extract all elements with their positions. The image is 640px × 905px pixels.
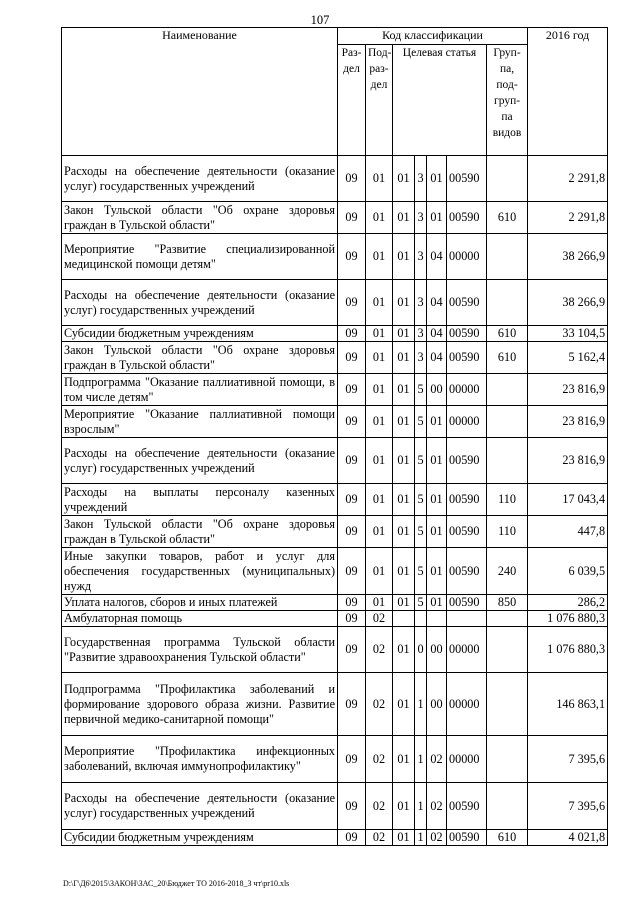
cell-t2: 3 bbox=[415, 342, 427, 374]
cell-amount: 7 395,6 bbox=[528, 783, 608, 830]
cell-vr: 610 bbox=[487, 202, 528, 234]
cell-name: Уплата налогов, сборов и иных платежей bbox=[62, 595, 338, 611]
cell-name: Мероприятие "Профилактика инфекционных заболеваний, включая иммунопрофилактику" bbox=[62, 736, 338, 783]
cell-t2: 5 bbox=[415, 374, 427, 406]
cell-vr: 610 bbox=[487, 342, 528, 374]
cell-t1: 01 bbox=[393, 234, 415, 280]
cell-pr: 01 bbox=[366, 326, 393, 342]
cell-rz: 09 bbox=[338, 280, 366, 326]
cell-vr: 610 bbox=[487, 326, 528, 342]
cell-t4: 00000 bbox=[447, 374, 487, 406]
cell-name: Расходы на обеспечение деятельности (оказание услуг) государственных учреждений bbox=[62, 156, 338, 202]
cell-vr: 240 bbox=[487, 548, 528, 595]
cell-rz: 09 bbox=[338, 611, 366, 627]
cell-vr bbox=[487, 406, 528, 438]
cell-vr bbox=[487, 156, 528, 202]
cell-amount: 447,8 bbox=[528, 516, 608, 548]
cell-pr: 02 bbox=[366, 611, 393, 627]
cell-vr bbox=[487, 783, 528, 830]
cell-vr: 850 bbox=[487, 595, 528, 611]
cell-name: Расходы на обеспечение деятельности (оказание услуг) государственных учреждений bbox=[62, 783, 338, 830]
cell-t3: 01 bbox=[427, 406, 447, 438]
cell-vr bbox=[487, 438, 528, 484]
cell-vr: 610 bbox=[487, 830, 528, 846]
table-row bbox=[62, 830, 608, 846]
cell-rz: 09 bbox=[338, 673, 366, 736]
header-podrazdel: Под-раз-дел bbox=[366, 45, 393, 156]
cell-pr: 02 bbox=[366, 783, 393, 830]
cell-amount: 2 291,8 bbox=[528, 202, 608, 234]
table-row bbox=[62, 156, 608, 202]
cell-pr: 01 bbox=[366, 438, 393, 484]
cell-vr bbox=[487, 234, 528, 280]
cell-t1: 01 bbox=[393, 627, 415, 673]
table-row bbox=[62, 374, 608, 406]
cell-amount: 23 816,9 bbox=[528, 438, 608, 484]
cell-t3: 04 bbox=[427, 342, 447, 374]
cell-t2: 5 bbox=[415, 438, 427, 484]
cell-amount: 33 104,5 bbox=[528, 326, 608, 342]
cell-pr: 01 bbox=[366, 342, 393, 374]
cell-t3: 04 bbox=[427, 234, 447, 280]
cell-amount: 2 291,8 bbox=[528, 156, 608, 202]
cell-t3 bbox=[427, 611, 447, 627]
cell-t1 bbox=[393, 611, 415, 627]
cell-t2: 5 bbox=[415, 484, 427, 516]
cell-name: Закон Тульской области "Об охране здоровья граждан в Тульской области" bbox=[62, 516, 338, 548]
cell-name: Расходы на обеспечение деятельности (оказание услуг) государственных учреждений bbox=[62, 438, 338, 484]
cell-t1: 01 bbox=[393, 280, 415, 326]
header-code: Код классификации bbox=[338, 28, 528, 45]
cell-t3: 01 bbox=[427, 484, 447, 516]
cell-t4: 00590 bbox=[447, 830, 487, 846]
table-row bbox=[62, 611, 608, 627]
cell-name: Расходы на выплаты персоналу казенных учреждений bbox=[62, 484, 338, 516]
cell-rz: 09 bbox=[338, 548, 366, 595]
header-target: Целевая статья bbox=[393, 45, 487, 156]
cell-t2: 3 bbox=[415, 280, 427, 326]
cell-t3: 01 bbox=[427, 438, 447, 484]
page-number: 107 bbox=[310, 13, 330, 27]
cell-t2: 5 bbox=[415, 548, 427, 595]
cell-t3: 01 bbox=[427, 202, 447, 234]
cell-t1: 01 bbox=[393, 202, 415, 234]
cell-t3: 04 bbox=[427, 326, 447, 342]
cell-t2: 5 bbox=[415, 516, 427, 548]
cell-t4: 00000 bbox=[447, 673, 487, 736]
cell-rz: 09 bbox=[338, 438, 366, 484]
cell-rz: 09 bbox=[338, 736, 366, 783]
cell-rz: 09 bbox=[338, 406, 366, 438]
cell-amount: 1 076 880,3 bbox=[528, 627, 608, 673]
header-group: Груп-па, под-груп-па видов bbox=[487, 45, 528, 156]
cell-amount: 6 039,5 bbox=[528, 548, 608, 595]
cell-t3: 01 bbox=[427, 595, 447, 611]
cell-t1: 01 bbox=[393, 438, 415, 484]
cell-t2: 3 bbox=[415, 326, 427, 342]
cell-t3: 00 bbox=[427, 673, 447, 736]
cell-t1: 01 bbox=[393, 595, 415, 611]
cell-vr bbox=[487, 374, 528, 406]
table-row bbox=[62, 342, 608, 374]
cell-t2: 3 bbox=[415, 202, 427, 234]
cell-pr: 01 bbox=[366, 548, 393, 595]
cell-name: Субсидии бюджетным учреждениям bbox=[62, 830, 338, 846]
cell-rz: 09 bbox=[338, 202, 366, 234]
table-row bbox=[62, 516, 608, 548]
cell-t3: 00 bbox=[427, 627, 447, 673]
table-header bbox=[62, 28, 608, 156]
cell-amount: 286,2 bbox=[528, 595, 608, 611]
cell-name: Мероприятие "Развитие специализированной медицинской помощи детям" bbox=[62, 234, 338, 280]
table-row bbox=[62, 234, 608, 280]
cell-t2 bbox=[415, 611, 427, 627]
cell-t4: 00000 bbox=[447, 406, 487, 438]
cell-rz: 09 bbox=[338, 516, 366, 548]
cell-t2: 5 bbox=[415, 406, 427, 438]
cell-t3: 02 bbox=[427, 783, 447, 830]
cell-t1: 01 bbox=[393, 406, 415, 438]
cell-t1: 01 bbox=[393, 783, 415, 830]
cell-amount: 5 162,4 bbox=[528, 342, 608, 374]
table-row bbox=[62, 783, 608, 830]
cell-name: Закон Тульской области "Об охране здоровья граждан в Тульской области" bbox=[62, 342, 338, 374]
cell-t4: 00590 bbox=[447, 280, 487, 326]
cell-amount: 17 043,4 bbox=[528, 484, 608, 516]
table-row bbox=[62, 673, 608, 736]
cell-t3: 01 bbox=[427, 156, 447, 202]
cell-t1: 01 bbox=[393, 673, 415, 736]
cell-rz: 09 bbox=[338, 234, 366, 280]
cell-t2: 5 bbox=[415, 595, 427, 611]
cell-rz: 09 bbox=[338, 156, 366, 202]
cell-name: Закон Тульской области "Об охране здоровья граждан в Тульской области" bbox=[62, 202, 338, 234]
cell-t2: 1 bbox=[415, 736, 427, 783]
cell-pr: 01 bbox=[366, 280, 393, 326]
cell-amount: 23 816,9 bbox=[528, 374, 608, 406]
table-row bbox=[62, 736, 608, 783]
cell-t1: 01 bbox=[393, 516, 415, 548]
cell-t2: 1 bbox=[415, 783, 427, 830]
table-row bbox=[62, 438, 608, 484]
cell-name: Государственная программа Тульской области "Развитие здравоохранения Тульской области" bbox=[62, 627, 338, 673]
cell-amount: 7 395,6 bbox=[528, 736, 608, 783]
cell-t2: 3 bbox=[415, 156, 427, 202]
cell-t3: 01 bbox=[427, 548, 447, 595]
cell-t4: 00590 bbox=[447, 326, 487, 342]
cell-vr bbox=[487, 627, 528, 673]
cell-t3: 00 bbox=[427, 374, 447, 406]
cell-pr: 02 bbox=[366, 627, 393, 673]
cell-vr: 110 bbox=[487, 484, 528, 516]
cell-t4: 00590 bbox=[447, 516, 487, 548]
cell-rz: 09 bbox=[338, 627, 366, 673]
table-row bbox=[62, 595, 608, 611]
table-row bbox=[62, 548, 608, 595]
cell-pr: 01 bbox=[366, 202, 393, 234]
cell-t4: 00590 bbox=[447, 156, 487, 202]
cell-rz: 09 bbox=[338, 484, 366, 516]
cell-rz: 09 bbox=[338, 783, 366, 830]
cell-t4: 00590 bbox=[447, 595, 487, 611]
cell-name: Амбулаторная помощь bbox=[62, 611, 338, 627]
cell-t1: 01 bbox=[393, 326, 415, 342]
cell-t1: 01 bbox=[393, 342, 415, 374]
cell-name: Подпрограмма "Оказание паллиативной помощи, в том числе детям" bbox=[62, 374, 338, 406]
cell-vr: 110 bbox=[487, 516, 528, 548]
cell-name: Мероприятие "Оказание паллиативной помощи взрослым" bbox=[62, 406, 338, 438]
cell-amount: 146 863,1 bbox=[528, 673, 608, 736]
cell-t2: 3 bbox=[415, 234, 427, 280]
cell-name: Расходы на обеспечение деятельности (оказание услуг) государственных учреждений bbox=[62, 280, 338, 326]
cell-t3: 04 bbox=[427, 280, 447, 326]
cell-rz: 09 bbox=[338, 374, 366, 406]
cell-name: Иные закупки товаров, работ и услуг для обеспечения государственных (муниципальных) нужд bbox=[62, 548, 338, 595]
cell-amount: 38 266,9 bbox=[528, 280, 608, 326]
header-name: Наименование bbox=[62, 28, 338, 156]
cell-pr: 01 bbox=[366, 374, 393, 406]
cell-t2: 1 bbox=[415, 673, 427, 736]
cell-t4: 00000 bbox=[447, 736, 487, 783]
cell-pr: 01 bbox=[366, 516, 393, 548]
cell-rz: 09 bbox=[338, 595, 366, 611]
cell-t2: 0 bbox=[415, 627, 427, 673]
cell-pr: 02 bbox=[366, 830, 393, 846]
table-row bbox=[62, 484, 608, 516]
cell-pr: 01 bbox=[366, 484, 393, 516]
table-body bbox=[62, 156, 608, 846]
cell-t1: 01 bbox=[393, 156, 415, 202]
cell-name: Субсидии бюджетным учреждениям bbox=[62, 326, 338, 342]
cell-t3: 02 bbox=[427, 830, 447, 846]
footer-file-path: D:\Г\Д6\2015\ЗАКОН\ЗАС_20\Бюджет ТО 2016-2018_3 чт\pr10.xls bbox=[63, 879, 290, 888]
cell-t3: 01 bbox=[427, 516, 447, 548]
cell-t4: 00000 bbox=[447, 234, 487, 280]
cell-pr: 01 bbox=[366, 156, 393, 202]
cell-t2: 1 bbox=[415, 830, 427, 846]
cell-rz: 09 bbox=[338, 326, 366, 342]
cell-t1: 01 bbox=[393, 830, 415, 846]
header-razdel: Раз-дел bbox=[338, 45, 366, 156]
table-row bbox=[62, 280, 608, 326]
cell-vr bbox=[487, 280, 528, 326]
cell-rz: 09 bbox=[338, 830, 366, 846]
cell-t4: 00590 bbox=[447, 342, 487, 374]
cell-t4: 00590 bbox=[447, 548, 487, 595]
table-row bbox=[62, 627, 608, 673]
table-row bbox=[62, 326, 608, 342]
cell-t1: 01 bbox=[393, 736, 415, 783]
cell-rz: 09 bbox=[338, 342, 366, 374]
cell-amount: 38 266,9 bbox=[528, 234, 608, 280]
budget-table bbox=[61, 27, 608, 846]
table-row bbox=[62, 406, 608, 438]
cell-t4: 00590 bbox=[447, 484, 487, 516]
cell-t3: 02 bbox=[427, 736, 447, 783]
cell-amount: 23 816,9 bbox=[528, 406, 608, 438]
cell-t4: 00590 bbox=[447, 783, 487, 830]
cell-name: Подпрограмма "Профилактика заболеваний и формирование здорового образа жизни. Развитие первичной медико-санитарной помощи" bbox=[62, 673, 338, 736]
cell-pr: 01 bbox=[366, 406, 393, 438]
cell-pr: 02 bbox=[366, 673, 393, 736]
cell-pr: 01 bbox=[366, 595, 393, 611]
table-row bbox=[62, 202, 608, 234]
cell-t4: 00000 bbox=[447, 627, 487, 673]
cell-t4: 00590 bbox=[447, 438, 487, 484]
cell-t4: 00590 bbox=[447, 202, 487, 234]
cell-t4 bbox=[447, 611, 487, 627]
cell-amount: 4 021,8 bbox=[528, 830, 608, 846]
cell-vr bbox=[487, 673, 528, 736]
cell-t1: 01 bbox=[393, 548, 415, 595]
cell-t1: 01 bbox=[393, 374, 415, 406]
cell-pr: 02 bbox=[366, 736, 393, 783]
cell-vr bbox=[487, 736, 528, 783]
cell-amount: 1 076 880,3 bbox=[528, 611, 608, 627]
header-year: 2016 год bbox=[528, 28, 608, 156]
cell-vr bbox=[487, 611, 528, 627]
cell-t1: 01 bbox=[393, 484, 415, 516]
cell-pr: 01 bbox=[366, 234, 393, 280]
